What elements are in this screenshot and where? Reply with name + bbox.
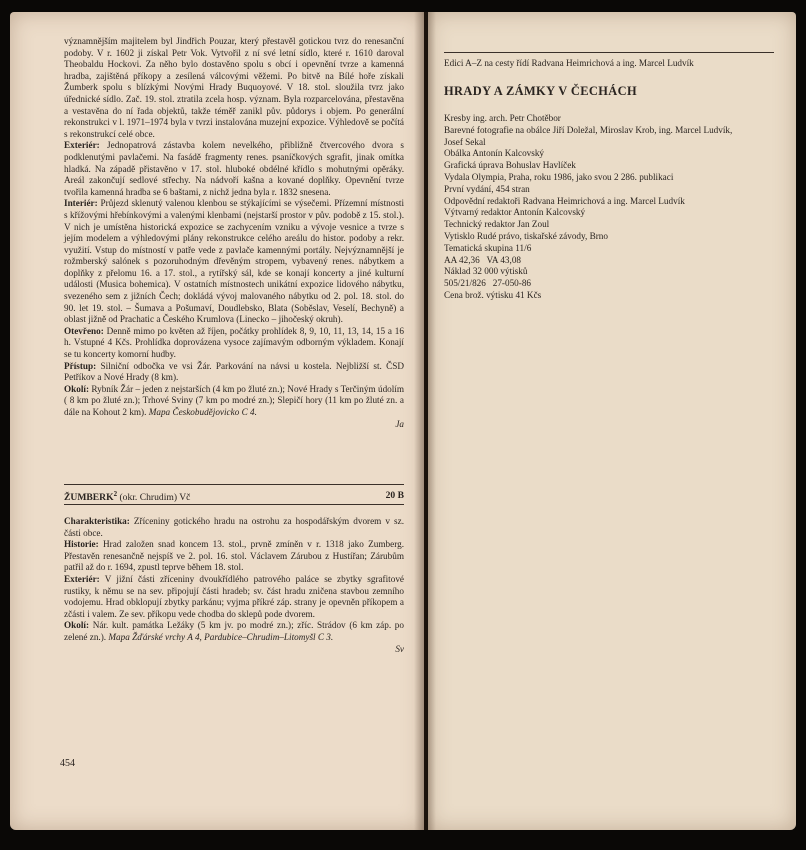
- surroundings2-section: [64, 620, 404, 643]
- surroundings-label: Okolí:: [64, 383, 90, 394]
- exterior2-section: [64, 574, 404, 620]
- credit-line: Vytisklo Rudé právo, tiskařské závody, Brno: [444, 230, 608, 241]
- surroundings2-label: Okolí:: [64, 620, 90, 631]
- entry-heading: [64, 490, 404, 503]
- entry-divider: [64, 484, 404, 485]
- opening-hours-label: Otevřeno:: [64, 325, 104, 336]
- map-grid-reference: 20 B: [385, 490, 404, 501]
- credit-line: Technický redaktor Jan Zoul: [444, 219, 550, 230]
- exterior-text: Jednopatrová zástavba kolem nevelkého, přibližně čtvercového dvora s podklenutými pavlačemi. Na fasádě fragmenty renes. psaníčkových sgrafit, jinak omítka hladká. Na západě přistavěno v 17. stol. hluboké obdélné křídlo s mohutnými opěráky. Areál zakončují sedlové střechy. Na nádvoří kašna a kované doplňky. Opevnění tvrze tvořila kamenná hradba se 6 baštami, z nichž jedna byla r. 1832 snesena.: [64, 140, 404, 197]
- credit-line: 505/21/826 27-050-86: [444, 278, 532, 289]
- credit-line: Tematická skupina 11/6: [444, 242, 532, 253]
- author-signature-2: Sv: [395, 643, 404, 654]
- history-label: Historie:: [64, 539, 99, 550]
- series-editors: Edici A–Z na cesty řídí Radvana Heimrichová a ing. Marcel Ludvík: [444, 58, 694, 68]
- intro-paragraph: významnějším majitelem byl Jindřich Pouzar, který přestavěl gotickou tvrz do renesanční podoby. V r. 1602 ji získal Petr Vok. Vytvořil z ní své letní sídlo, které r. 1610 daroval Theobaldu Hockovi. Za něho bylo dostavěno spolu s obcí i opevnění tvrze a kamenná hradba, zajištěná příkopy a zesílená válcovými věžemi. Po bitvě na Bílé hoře získali Žumberk spolu s blízkými Novými Hrady Buquoyové. V 18. stol. sloužila tvrz jako úřednické sídlo. Zač. 19. stol. ztratila zcela hosp. význam. Byla rozparcelována, přestavěna a vestavěna do ní řada objektů, takže téměř zanikl pův. půdorys i objem. Po generální rekonstrukci v l. 1971–1974 byla v tvrzi instalována muzejní expozice. Výhledově se počítá s rekonstrukcí celé obce.: [64, 36, 404, 139]
- exterior2-label: Exteriér:: [64, 573, 100, 584]
- imprint-top-rule: [444, 52, 774, 53]
- access-section: [64, 361, 404, 384]
- exterior2-text: V jižní části zříceniny dvoukřídlého patrového paláce se zbytky sgrafitové rustiky, k němu se na sev. připojují části hradeb; sv. část hradu zničena stavbou zemního vodojemu. Hrad obklopují zbytky parkánu; vyjma příkré záp. strany je opevněn příkopem a zčásti i valem. Ze sev. příkopu vede chodba do sklepů pode dvorem.: [64, 573, 404, 619]
- access-label: Přístup:: [64, 360, 97, 371]
- credit-line: První vydání, 454 stran: [444, 183, 530, 194]
- credit-line: Výtvarný redaktor Antonín Kalcovský: [444, 207, 586, 218]
- entry-continuation: [64, 36, 404, 430]
- entry-zumberk: [64, 516, 404, 655]
- surroundings2-text: Nár. kult. památka Ležáky (5 km jv. po modré zn.); zříc. Strádov (6 km záp. po zelené zn.).: [64, 620, 404, 642]
- interior-text: Průjezd sklenutý valenou klenbou se stýkajícími se výsečemi. Přízemní místnosti s křížovými hřebínkovými a valenými klenbami (nejstarší prostor v pův. podobě z 15. stol.). V nich je umístěna historická expozice se zachycením vzniku a vývoje vesnice a tvrze s jejím modelem a výhledovými plány rekonstrukce celého areálu do histor. podoby a rekr. využití. Vstup do místností v patře vede z pavlače kamennými portály. Nejvýznamnější je rožmberský salónek s pozoruhodným dřevěným stropem, vybavený renes. nábytkem a doplňky z přelomu 16. a 17. stol., a rytířský sál, kde se konají koncerty a jiné kulturní události (Musica bohemica). V ostatních místnostech unikátní expozice lidového nábytku, svezeného sem z jižních Čech; dokládá vývoj malovaného nábytku od 2. pol. 18. stol. do 90. let 19. stol. – Šumava a Pošumaví, Doudlebsko, Blata (Soběslav, Veselí, Bechyně) a oblast jižně od Prachatic a Českého Krumlova (Linecko – jihočeský okruh).: [64, 198, 405, 325]
- history-section: [64, 539, 404, 574]
- credit-line: Kresby ing. arch. Petr Chotěbor: [444, 113, 561, 123]
- characteristics-label: Charakteristika:: [64, 516, 130, 526]
- book-title: HRADY A ZÁMKY V ČECHÁCH: [444, 84, 638, 98]
- credit-line: Grafická úprava Bohuslav Havlíček: [444, 160, 576, 171]
- credit-line: AA 42,36 VA 43,08: [444, 254, 522, 265]
- credit-line: Náklad 32 000 výtisků: [444, 266, 528, 277]
- credit-line: Odpovědní redaktoři Radvana Heimrichová a ing. Marcel Ludvík: [444, 195, 685, 206]
- imprint-credits: [444, 113, 784, 302]
- characteristics-section: [64, 516, 404, 539]
- characteristics-text: Zříceniny gotického hradu na ostrohu za hospodářským dvorem v sz. části obce.: [64, 516, 405, 538]
- map-reference: Mapa Českobudějovicko C 4.: [148, 407, 257, 417]
- opening-hours-section: [64, 326, 404, 361]
- credit-line: Josef Sekal: [444, 136, 486, 147]
- map-reference-2: Mapa Žďárské vrchy A 4, Pardubice–Chrudim–Litomyšl C 3.: [108, 631, 334, 642]
- entry-heading-rule: [64, 504, 404, 505]
- page-number: 454: [60, 758, 75, 769]
- history-text: Hrad založen snad koncem 13. stol., prvně zmíněn v r. 1318 jako Zumberg. Přestavěn renesančně nejspíš ve 2. pol. 16. stol. Václavem Zárubou z Hustířan; Zárubům patřil až do r. 1694, zpustl teprve během 18. stol.: [64, 539, 404, 573]
- surroundings-section: [64, 384, 404, 419]
- interior-section: [64, 198, 404, 326]
- entry-name: ŽUMBERK$^2$ (okr. Chrudim) Vč: [64, 490, 191, 504]
- author-signature: Ja: [395, 418, 404, 429]
- credit-line: Cena brož. výtisku 41 Kčs: [444, 289, 542, 300]
- book-gutter: [414, 12, 436, 830]
- access-text: Silniční odbočka ve vsi Žár. Parkování na návsi u kostela. Nejbližší st. ČSD Petříkov a Nové Hrady (8 km).: [64, 360, 405, 383]
- credit-line: Obálka Antonín Kalcovský: [444, 148, 545, 159]
- exterior-section: [64, 140, 404, 198]
- opening-hours-text: Denně mimo po květen až říjen, počátky prohlídek 8, 9, 10, 11, 13, 14, 15 a 16 h. Vstupné 4 Kčs. Prohlídka doprovázena vysoce zajímavým odborným výkladem. Konají se tu koncerty komorní hudby.: [64, 325, 404, 360]
- exterior-label: Exteriér:: [64, 140, 100, 151]
- interior-label: Interiér:: [64, 198, 98, 209]
- credit-line: Vydala Olympia, Praha, roku 1986, jako svou 2 286. publikaci: [444, 171, 674, 182]
- surroundings-text: Rybník Žár – jeden z nejstarších (4 km po žluté zn.); Nové Hrady s Terčiným údolím ( 8 km po žluté zn.); Trhové Sviny (7 km po modré zn.); Slepičí hory (11 km po žluté zn. a dále na Kohout 2 km).: [64, 383, 405, 417]
- credit-line: Barevné fotografie na obálce Jiří Doležal, Miroslav Krob, ing. Marcel Ludvík,: [444, 124, 733, 135]
